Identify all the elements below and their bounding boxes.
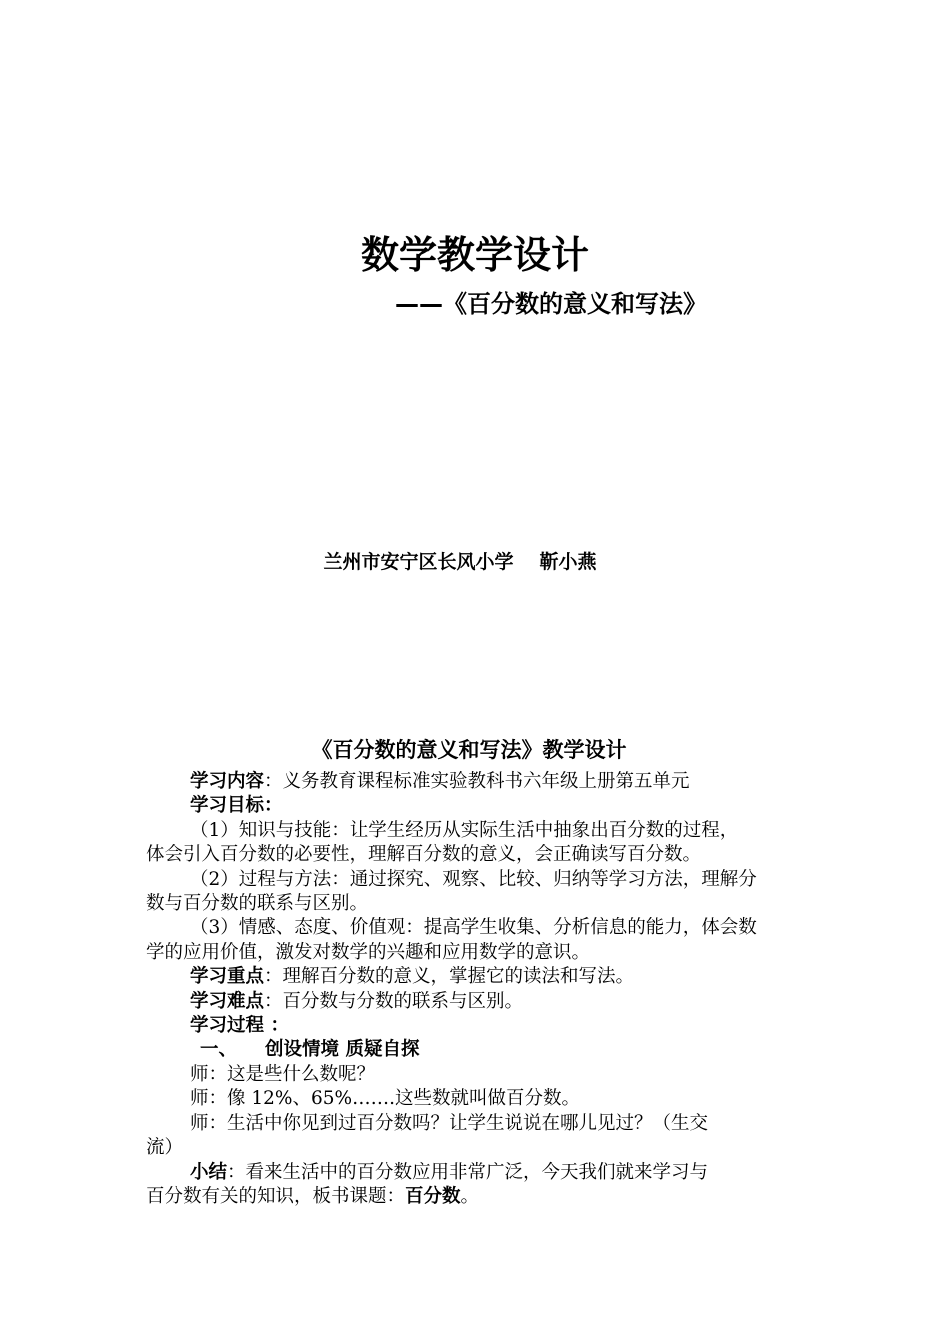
key-label: 学习重点: [190, 966, 265, 988]
summary-topic: 百分数: [405, 1185, 461, 1207]
goals-heading: 学习目标：: [190, 795, 283, 817]
goal3-line2: 学的应用价值，激发对数学的兴趣和应用数学的意识。: [146, 941, 591, 963]
document-body: [146, 770, 818, 1209]
section1-heading: [146, 1038, 818, 1062]
teacher-line-3-cont: 流）: [146, 1137, 184, 1159]
difficulty-paragraph: [146, 990, 818, 1014]
content-paragraph: [146, 770, 818, 794]
key-point-paragraph: [146, 965, 818, 989]
summary-label: 小结: [190, 1161, 228, 1183]
summary-line2-text: 百分数有关的知识，板书课题：: [146, 1185, 406, 1207]
goal1-line1: （1）知识与技能：让学生经历从实际生活中抽象出百分数的过程，: [190, 819, 739, 841]
author-name: 靳小燕: [539, 551, 597, 573]
summary-line2: [146, 1185, 818, 1209]
teacher-line-2: 师：像 12%、65%…….这些数就叫做百分数。: [190, 1088, 581, 1110]
process-heading: 学习过程 ：: [190, 1015, 289, 1037]
cover-subtitle: ——《百分数的意义和写法》: [395, 290, 707, 318]
summary-line1: ：看来生活中的百分数应用非常广泛，今天我们就来学习与: [227, 1161, 709, 1183]
section1-title: 创设情境 质疑自探: [265, 1039, 420, 1061]
teacher-line-3: 师：生活中你见到过百分数吗？让学生说说在哪儿见过？（生交: [190, 1112, 709, 1134]
goal1-line2: 体会引入百分数的必要性，理解百分数的意义，会正确读写百分数。: [146, 844, 702, 866]
section1-number: 一、: [200, 1039, 238, 1061]
difficulty-text: ：百分数与分数的联系与区别。: [264, 990, 524, 1012]
goal2-line1: （2）过程与方法：通过探究、观察、比较、归纳等学习方法，理解分: [190, 868, 757, 890]
school-name: 兰州市安宁区长风小学: [323, 551, 514, 573]
key-text: ：理解百分数的意义，掌握它的读法和写法。: [264, 966, 635, 988]
cover-title: 数学教学设计: [360, 233, 589, 277]
goal3-line1: （3）情感、态度、价值观：提高学生收集、分析信息的能力，体会数: [190, 917, 757, 939]
difficulty-label: 学习难点: [190, 990, 265, 1012]
content-label: 学习内容: [190, 771, 265, 792]
summary-end: 。: [460, 1185, 480, 1207]
content-text: ：义务教育课程标准实验教科书六年级上册第五单元: [264, 771, 690, 792]
summary-paragraph: [146, 1161, 818, 1185]
teacher-line-1: 师：这是些什么数呢？: [190, 1063, 376, 1085]
document-title: 《百分数的意义和写法》教学设计: [311, 738, 627, 762]
cover-author-line: [0, 547, 920, 574]
goal2-line2: 数与百分数的联系与区别。: [146, 893, 369, 915]
